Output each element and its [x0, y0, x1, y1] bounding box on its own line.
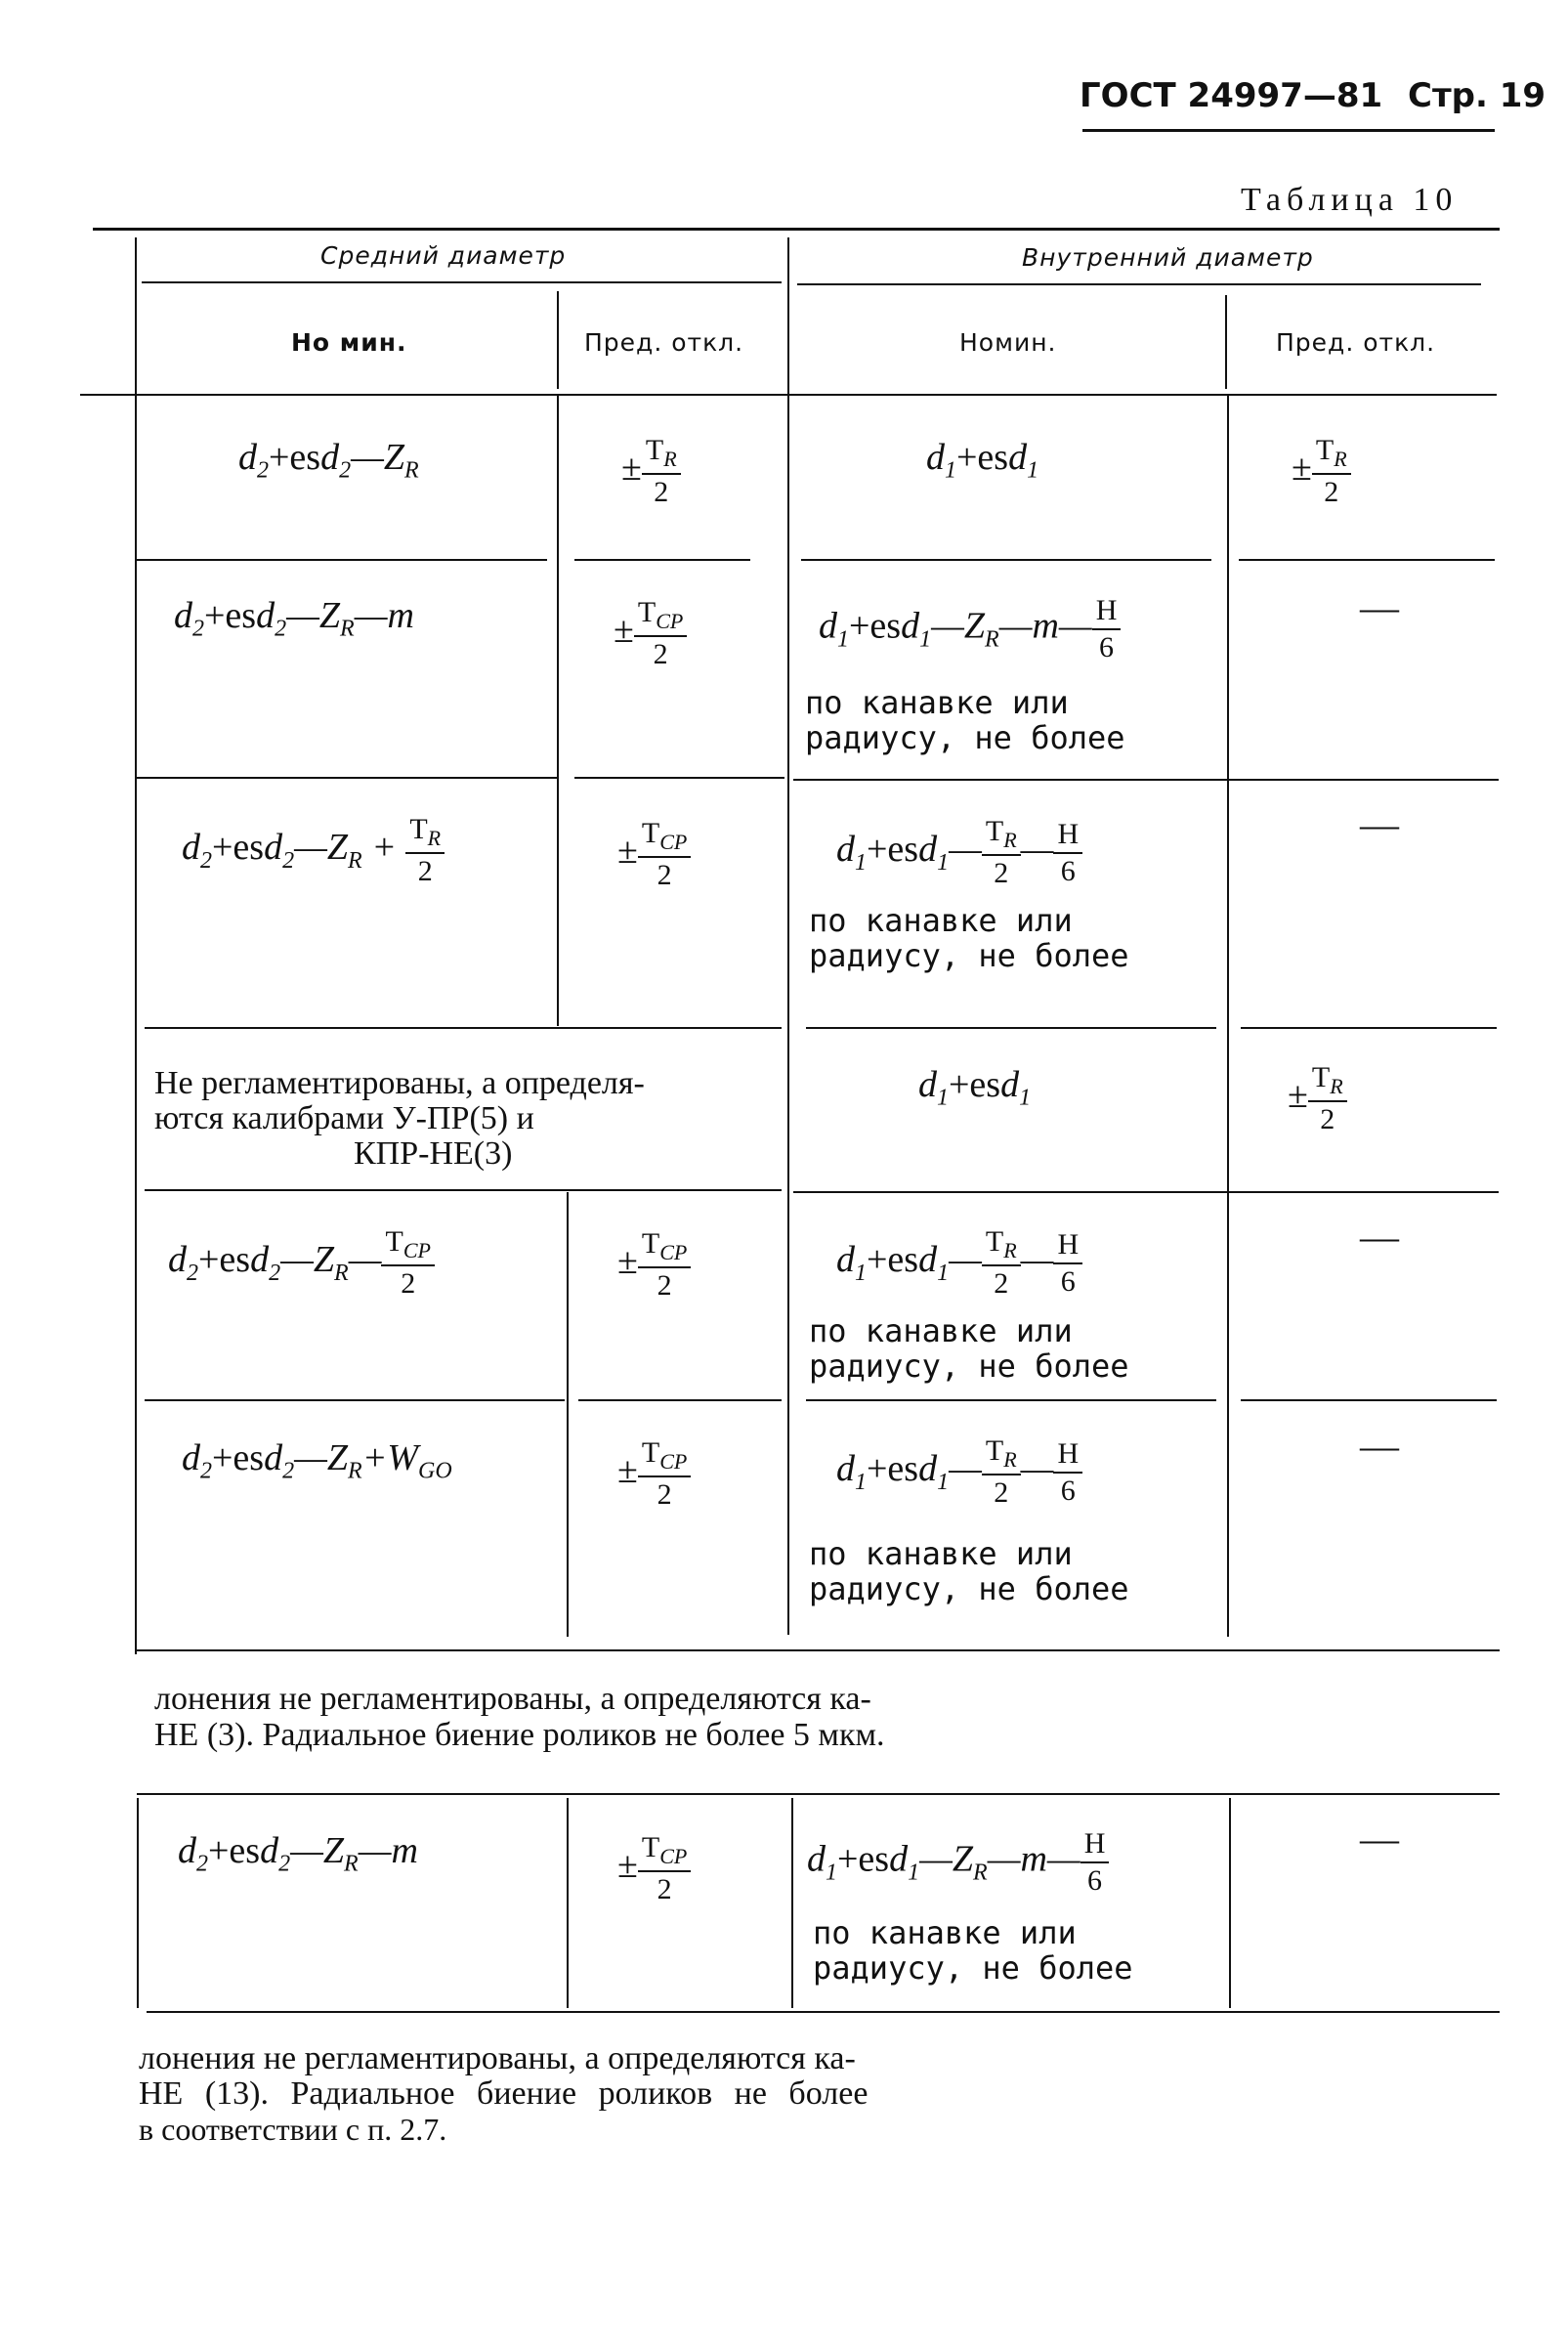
- row4-tolerance-inner: ± $\frac{T_R}{2}$: [1288, 1063, 1347, 1134]
- row2-nominal-mean: $d_2+esd_2—Z_R—m$: [174, 595, 414, 642]
- paragraph2-line1: лонения не регламентированы, а определяются ка-: [139, 2040, 856, 2076]
- table2-top-rule: [137, 1793, 1500, 1795]
- header-tolerance-left: Пред. откл.: [584, 328, 744, 357]
- row5-nominal-inner: $d_1+esd_1—$ $\frac{T_R}{2}$ — $\frac{H}{6}$: [836, 1227, 1082, 1299]
- row2-groove-note-1: по канавке или: [805, 684, 1069, 721]
- header-tolerance-right: Пред. откл.: [1276, 328, 1436, 357]
- row-rule: [578, 1399, 782, 1401]
- row-rule: [137, 777, 557, 779]
- row6-nominal-mean: $d_2+esd_2—Z_R+W_{GO}$: [182, 1437, 452, 1484]
- row3-groove-note-1: по канавке или: [809, 902, 1073, 939]
- row5-groove-note-2: радиусу, не более: [809, 1347, 1129, 1385]
- paragraph2-line3: в соответствии с п. 2.7.: [139, 2112, 447, 2147]
- row-rule: [793, 1191, 1499, 1193]
- row-rule: [1241, 1399, 1497, 1401]
- row-rule: [145, 1189, 782, 1191]
- row2-tolerance-mean: ± $\frac{T_{CP}}{2}$: [614, 598, 687, 669]
- row3-nominal-mean: $d_2+esd_2—Z_R$ + $\frac{T_R}{2}$: [182, 815, 445, 886]
- table2-nominal-mean: $d_2+esd_2—Z_R—m$: [178, 1830, 418, 1877]
- row2-nominal-inner: $d_1+esd_1—Z_R—m—$ $\frac{H}{6}$: [819, 596, 1121, 663]
- row6-groove-note-1: по канавке или: [809, 1535, 1073, 1572]
- column-divider-left-r5-6: [567, 1192, 569, 1637]
- table2-border-left: [137, 1798, 139, 2008]
- group-header-rule-right: [797, 283, 1481, 285]
- row4-note-line3: КПР-НЕ(3): [354, 1135, 513, 1172]
- row-rule: [574, 559, 750, 561]
- row5-nominal-mean: $d_2+esd_2—Z_R—$ $\frac{T_{CP}}{2}$: [168, 1227, 435, 1299]
- row-rule: [1239, 559, 1495, 561]
- row3-tolerance-mean: ± $\frac{T_{CP}}{2}$: [617, 819, 691, 890]
- row1-tolerance-mean: ± $\frac{T_R}{2}$: [621, 436, 681, 507]
- row5-groove-note-1: по канавке или: [809, 1312, 1073, 1349]
- paragraph1-line1: лонения не регламентированы, а определяются ка-: [154, 1681, 871, 1717]
- row4-nominal-inner: $d_1+esd_1$: [918, 1064, 1032, 1111]
- table2-bottom-rule: [147, 2011, 1500, 2013]
- column-divider-mid: [787, 237, 789, 1635]
- row6-tolerance-inner: —: [1360, 1424, 1399, 1468]
- row-rule: [574, 777, 784, 779]
- table2-divider-2: [791, 1798, 793, 2008]
- row-rule: [145, 1027, 782, 1029]
- page-header: [1080, 76, 1546, 115]
- table-top-rule: [93, 228, 1500, 231]
- row4-note-line2: ются калибрами У-ПР(5) и: [154, 1100, 534, 1136]
- row1-nominal-mean: $d_2+esd_2—Z_R$: [238, 437, 419, 484]
- row2-groove-note-2: радиусу, не более: [805, 719, 1125, 756]
- header-inner-diameter: Внутренний диаметр: [1022, 243, 1314, 272]
- row-rule: [806, 1399, 1216, 1401]
- table-border-left: [135, 237, 137, 1654]
- row-rule: [806, 1027, 1216, 1029]
- table-bottom-rule: [137, 1649, 1500, 1651]
- row4-note-line1: Не регламентированы, а определя-: [154, 1065, 645, 1101]
- row1-nominal-inner: $d_1+esd_1$: [926, 437, 1039, 484]
- header-bottom-rule: [80, 394, 1497, 396]
- row-rule: [801, 559, 1211, 561]
- column-divider-right-r1-6: [1227, 396, 1229, 1637]
- row2-tolerance-inner: —: [1360, 585, 1399, 629]
- paragraph2-line2: НЕ (13). Радиальное биение роликов не более: [139, 2075, 869, 2112]
- row6-nominal-inner: $d_1+esd_1—$ $\frac{T_R}{2}$ — $\frac{H}{6}$: [836, 1436, 1082, 1508]
- row3-nominal-inner: $d_1+esd_1—$ $\frac{T_R}{2}$ — $\frac{H}{6}$: [836, 817, 1082, 888]
- table2-tolerance-mean: ± $\frac{T_{CP}}{2}$: [617, 1833, 691, 1904]
- column-divider-left-r1-3: [557, 396, 559, 1026]
- row6-groove-note-2: радиусу, не более: [809, 1570, 1129, 1607]
- table2-divider-1: [567, 1798, 569, 2008]
- row-rule: [137, 559, 547, 561]
- table2-divider-3: [1229, 1798, 1231, 2008]
- table2-nominal-inner: $d_1+esd_1—Z_R—m—$ $\frac{H}{6}$: [807, 1829, 1109, 1896]
- row1-tolerance-inner: ± $\frac{T_R}{2}$: [1292, 436, 1351, 507]
- paragraph1-line2: НЕ (3). Радиальное биение роликов не более 5 мкм.: [154, 1717, 885, 1753]
- column-divider-right-header: [1225, 295, 1227, 389]
- row5-tolerance-inner: —: [1360, 1215, 1399, 1259]
- row-rule: [793, 779, 1499, 781]
- row-rule: [1241, 1027, 1497, 1029]
- standard-number: ГОСТ 24997—81: [1080, 76, 1383, 115]
- column-divider-left-header: [557, 291, 559, 389]
- header-nominal-right: Номин.: [959, 328, 1057, 357]
- page-number: Стр. 19: [1408, 76, 1547, 115]
- table2-groove-note-2: радиусу, не более: [813, 1949, 1133, 1987]
- row3-tolerance-inner: —: [1360, 802, 1399, 846]
- table2-tolerance-inner: —: [1360, 1817, 1399, 1860]
- header-rule: [1082, 129, 1495, 132]
- table-caption: Таблица 10: [1241, 182, 1459, 218]
- row3-groove-note-2: радиусу, не более: [809, 937, 1129, 974]
- table2-groove-note-1: по канавке или: [813, 1914, 1077, 1951]
- row5-tolerance-mean: ± $\frac{T_{CP}}{2}$: [617, 1229, 691, 1301]
- group-header-rule-left: [142, 281, 782, 283]
- header-mean-diameter: Средний диаметр: [320, 241, 567, 270]
- header-nominal-left: Но мин.: [291, 328, 407, 357]
- row6-tolerance-mean: ± $\frac{T_{CP}}{2}$: [617, 1438, 691, 1510]
- row-rule: [145, 1399, 565, 1401]
